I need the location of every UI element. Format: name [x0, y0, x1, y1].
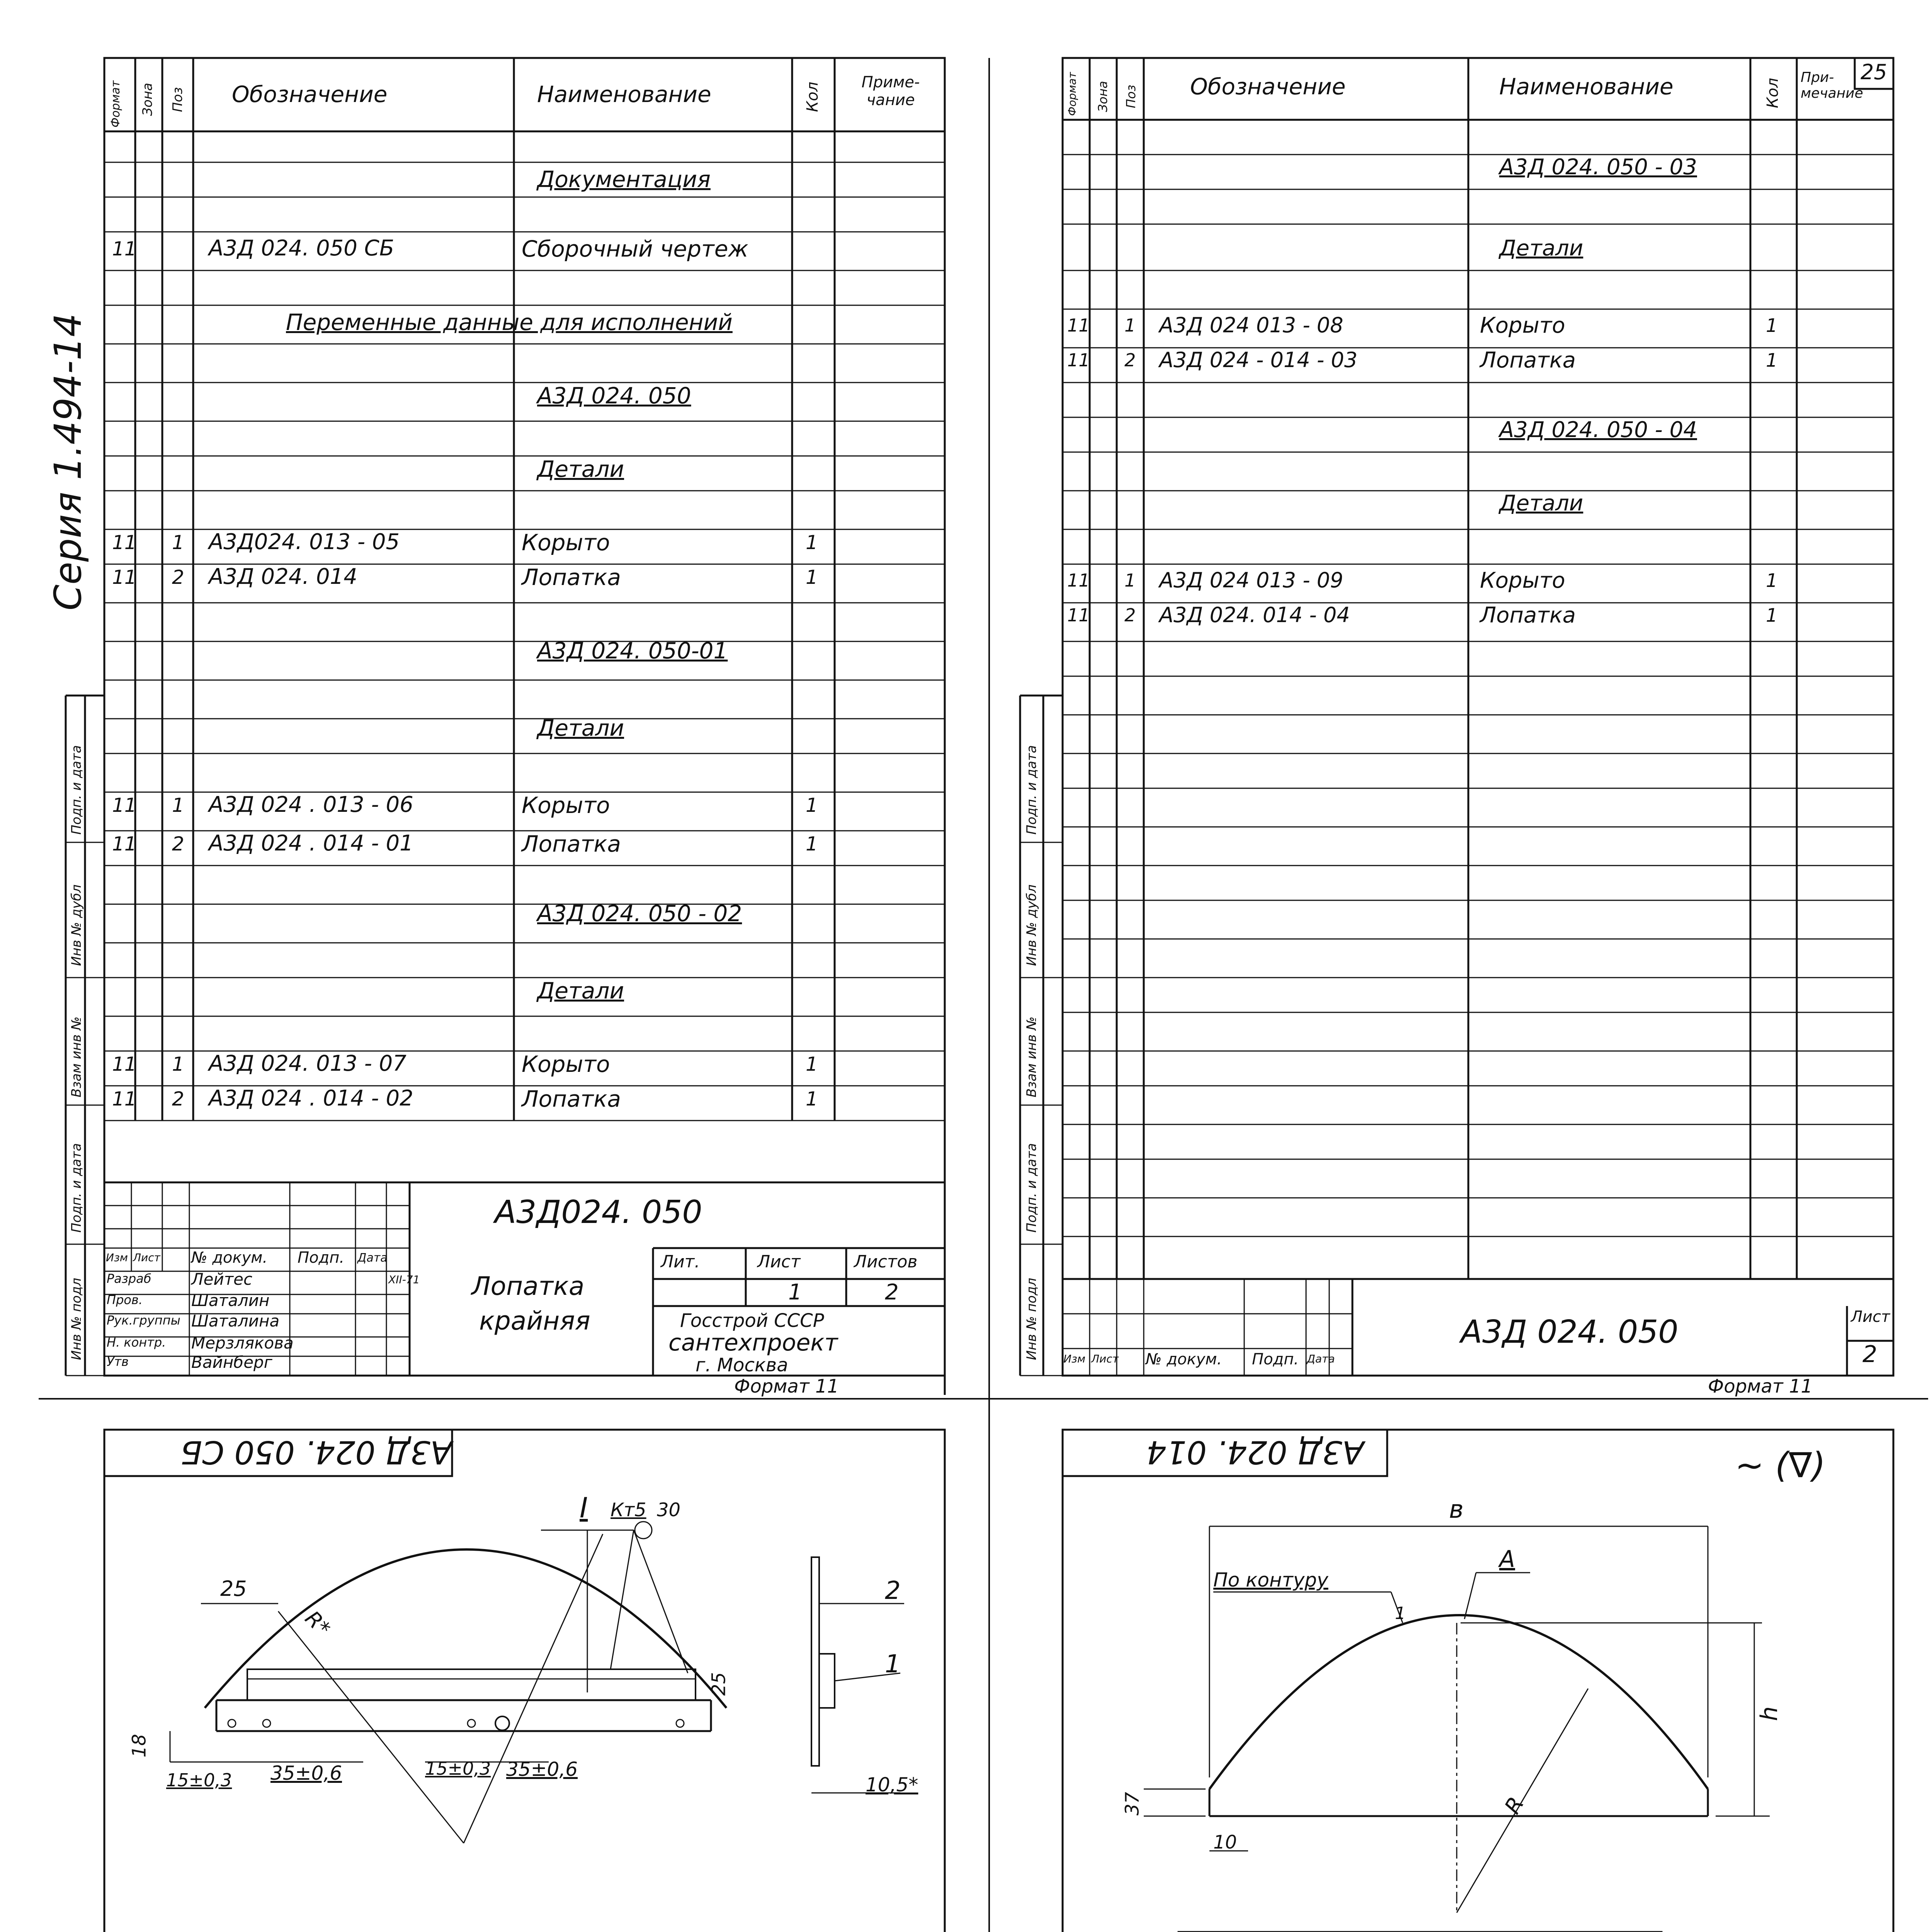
sheet1-org2: сантехпроект [668, 1329, 838, 1356]
header-format: Формат [109, 80, 122, 128]
row-designation: А3Д 024 013 - 08 [1159, 313, 1344, 337]
row-format: 11 [112, 794, 137, 816]
s4-stamp: А3Д 024. 014 [1146, 1434, 1364, 1470]
row-qty: 1 [1766, 570, 1778, 592]
row-format: 11 [112, 566, 137, 588]
s2-code: А3Д 024. 050 [1461, 1314, 1679, 1350]
row-name: Лопатка [522, 1086, 621, 1112]
sheet1-lit: Лит. [661, 1252, 700, 1272]
row-section: А3Д 024. 050-01 [537, 638, 728, 664]
sheet1-col-izm: Изм [106, 1251, 128, 1264]
row-name: Лопатка [1480, 348, 1576, 373]
header-name: Наименование [537, 81, 711, 107]
s3-dim-15a: 15±0,3 [166, 1770, 232, 1791]
row-qty: 1 [806, 1053, 818, 1075]
row-pos: 1 [1124, 315, 1136, 336]
tb-role: Н. контр. [107, 1335, 166, 1350]
s4-dim-r: R [1500, 1793, 1529, 1818]
row-pos: 2 [172, 833, 184, 855]
sheet1-item-name-1: Лопатка [471, 1271, 585, 1301]
tb-person: Шаталина [191, 1311, 280, 1330]
s2-col-date: Дата [1307, 1352, 1335, 1365]
s4-dim-1: 1 [1395, 1604, 1406, 1623]
sheet1-org1: Госстрой СССР [680, 1310, 824, 1332]
row-name: Корыто [1480, 568, 1565, 593]
tb-person: Шаталин [191, 1291, 270, 1310]
s2-col-sign: Подп. [1252, 1350, 1299, 1368]
s4-roughness: ∼ (∇) [1735, 1445, 1826, 1486]
sheet1-listov: Листов [854, 1252, 918, 1272]
sheet1-listov-val: 2 [885, 1280, 899, 1305]
s2-list-val: 2 [1862, 1341, 1878, 1368]
sheet1-col-doc: № докум. [191, 1249, 268, 1267]
row-format: 11 [112, 1053, 137, 1075]
row-designation: А3Д 024. 014 [209, 564, 357, 589]
s2-page-no: 25 [1861, 60, 1887, 84]
row-section: А3Д 024. 050 [537, 383, 691, 409]
row-section: А3Д 024. 050 - 04 [1499, 417, 1697, 442]
row-designation: А3Д 024 013 - 09 [1159, 568, 1344, 592]
s4-dim-h: h [1756, 1706, 1783, 1721]
row-qty: 1 [1766, 605, 1778, 626]
row-designation: А3Д 024 . 014 - 01 [209, 831, 413, 856]
row-section: Переменные данные для исполнений [286, 309, 733, 335]
side-label-5: Подп. и дата [69, 745, 84, 835]
row-designation: А3Д 024 . 014 - 02 [209, 1086, 413, 1111]
side-label-1: Инв № подл [69, 1278, 84, 1360]
s3-detail-label: I [580, 1492, 588, 1524]
row-pos: 1 [172, 794, 184, 816]
header-designation: Обозначение [232, 81, 388, 107]
s3-dim-35a: 35±0,6 [270, 1762, 342, 1784]
sheet1-code: А3Д024. 050 [495, 1194, 702, 1231]
row-format: 11 [112, 238, 137, 260]
row-name: Корыто [522, 792, 610, 818]
s2-side-label-3: Взам инв № [1024, 1016, 1039, 1097]
row-qty: 1 [806, 794, 818, 816]
header-qty: Кол [804, 82, 821, 112]
s2-side-label-2: Подп. и дата [1024, 1143, 1039, 1233]
row-name: Сборочный чертеж [522, 236, 748, 262]
s4-dim-b: в [1449, 1495, 1464, 1524]
s2-side-label-4: Инв № дубл [1024, 884, 1039, 966]
row-qty: 1 [1766, 315, 1778, 337]
sheet1-item-name-2: крайняя [479, 1306, 590, 1336]
sheet1-date: XII-71 [388, 1273, 420, 1286]
s2-header-name: Наименование [1499, 73, 1673, 100]
row-name: Лопатка [522, 831, 621, 857]
row-pos: 1 [1124, 570, 1136, 591]
row-format: 11 [1067, 570, 1090, 591]
tb-role: Пров. [107, 1293, 143, 1307]
sheet1-col-list: Лист [133, 1251, 160, 1264]
s2-side-label-1: Инв № подл [1024, 1278, 1039, 1360]
sheet1-col-sign: Подп. [298, 1249, 345, 1267]
side-label-3: Взам инв № [69, 1016, 84, 1097]
s2-col-doc: № докум. [1146, 1350, 1222, 1368]
row-pos: 2 [172, 566, 184, 588]
series-label: Серия 1.494-14 [46, 313, 90, 611]
row-qty: 1 [806, 531, 818, 554]
row-designation: А3Д 024. 013 - 07 [209, 1051, 406, 1076]
side-label-4: Инв № дубл [69, 884, 84, 966]
s3-stamp: А3Д 024. 050 СБ [180, 1434, 452, 1470]
row-section: Детали [537, 456, 624, 482]
sheet1-list-val: 1 [788, 1280, 802, 1305]
row-qty: 1 [1766, 350, 1778, 371]
s2-col-izm: Изм [1063, 1352, 1085, 1365]
row-designation: А3Д 024. 050 СБ [209, 236, 395, 261]
header-zone: Зона [140, 83, 155, 116]
row-designation: А3Д024. 013 - 05 [209, 529, 400, 554]
s2-format: Формат 11 [1708, 1376, 1813, 1397]
s3-dim-15b: 15±0,3 [425, 1758, 491, 1779]
s2-header-qty: Кол [1764, 78, 1782, 108]
tb-role: Рук.группы [107, 1313, 180, 1328]
row-qty: 1 [806, 566, 818, 588]
s3-dim-35b: 35±0,6 [506, 1758, 578, 1781]
s2-header-format: Формат [1066, 72, 1078, 116]
row-designation: А3Д 024 - 014 - 03 [1159, 348, 1358, 372]
tb-role: Разраб [107, 1271, 151, 1286]
tb-role: Утв [107, 1354, 129, 1369]
row-format: 11 [1067, 315, 1090, 336]
s3-pos-2: 2 [885, 1577, 901, 1605]
row-name: Корыто [522, 529, 610, 556]
s3-dim-25b: 25 [708, 1672, 730, 1696]
row-qty: 1 [806, 833, 818, 855]
sheet1-col-date: Дата [357, 1251, 388, 1265]
row-pos: 2 [1124, 350, 1136, 371]
row-section: Детали [537, 978, 624, 1004]
s3-pos-1: 1 [885, 1650, 901, 1679]
row-section: Детали [1499, 491, 1583, 516]
sheet1-format: Формат 11 [734, 1376, 839, 1397]
side-label-2: Подп. и дата [69, 1143, 84, 1233]
s3-dim-18: 18 [128, 1734, 150, 1758]
s4-dim-37: 37 [1121, 1792, 1143, 1816]
row-name: Лопатка [1480, 603, 1576, 628]
s4-dim-a: А [1499, 1546, 1515, 1573]
row-section: Детали [1499, 236, 1583, 261]
row-qty: 1 [806, 1088, 818, 1110]
s2-header-designation: Обозначение [1190, 73, 1346, 100]
row-section: Документация [537, 166, 711, 192]
tb-person: Вайнберг [191, 1353, 272, 1372]
header-pos: Поз [170, 87, 185, 112]
row-format: 11 [112, 531, 137, 554]
row-format: 11 [112, 833, 137, 855]
row-format: 11 [1067, 350, 1090, 371]
s3-dim-105: 10,5* [866, 1774, 918, 1796]
s2-list: Лист [1851, 1308, 1890, 1326]
s4-dim-contour: По контуру [1213, 1569, 1328, 1591]
sheet1-list: Лист [757, 1252, 801, 1272]
s3-kt-val: 30 [657, 1499, 681, 1521]
row-name: Корыто [1480, 313, 1565, 338]
s3-dim-25: 25 [220, 1577, 247, 1601]
row-pos: 2 [172, 1088, 184, 1110]
s3-kt: Кт5 [611, 1499, 646, 1521]
row-name: Корыто [522, 1051, 610, 1077]
row-format: 11 [112, 1088, 137, 1110]
s2-side-label-5: Подп. и дата [1024, 745, 1039, 835]
s3-dim-r: R* [300, 1606, 335, 1641]
row-section: А3Д 024. 050 - 03 [1499, 155, 1697, 180]
row-pos: 1 [172, 1053, 184, 1075]
row-section: Детали [537, 715, 624, 741]
row-name: Лопатка [522, 564, 621, 590]
s2-header-note: При-мечание [1801, 70, 1863, 101]
s2-header-zone: Зона [1095, 81, 1110, 112]
row-section: А3Д 024. 050 - 02 [537, 900, 742, 927]
header-note: Приме-чание [861, 73, 920, 109]
row-format: 11 [1067, 605, 1090, 626]
tb-person: Лейтес [191, 1270, 253, 1289]
row-designation: А3Д 024. 014 - 04 [1159, 603, 1350, 627]
row-designation: А3Д 024 . 013 - 06 [209, 792, 413, 817]
tb-person: Мерзлякова [191, 1333, 294, 1352]
s2-header-pos: Поз [1124, 85, 1138, 108]
s4-dim-10: 10 [1213, 1832, 1237, 1853]
row-pos: 1 [172, 531, 184, 554]
sheet1-org3: г. Москва [696, 1354, 788, 1376]
row-pos: 2 [1124, 605, 1136, 626]
s2-col-list: Лист [1091, 1352, 1119, 1365]
